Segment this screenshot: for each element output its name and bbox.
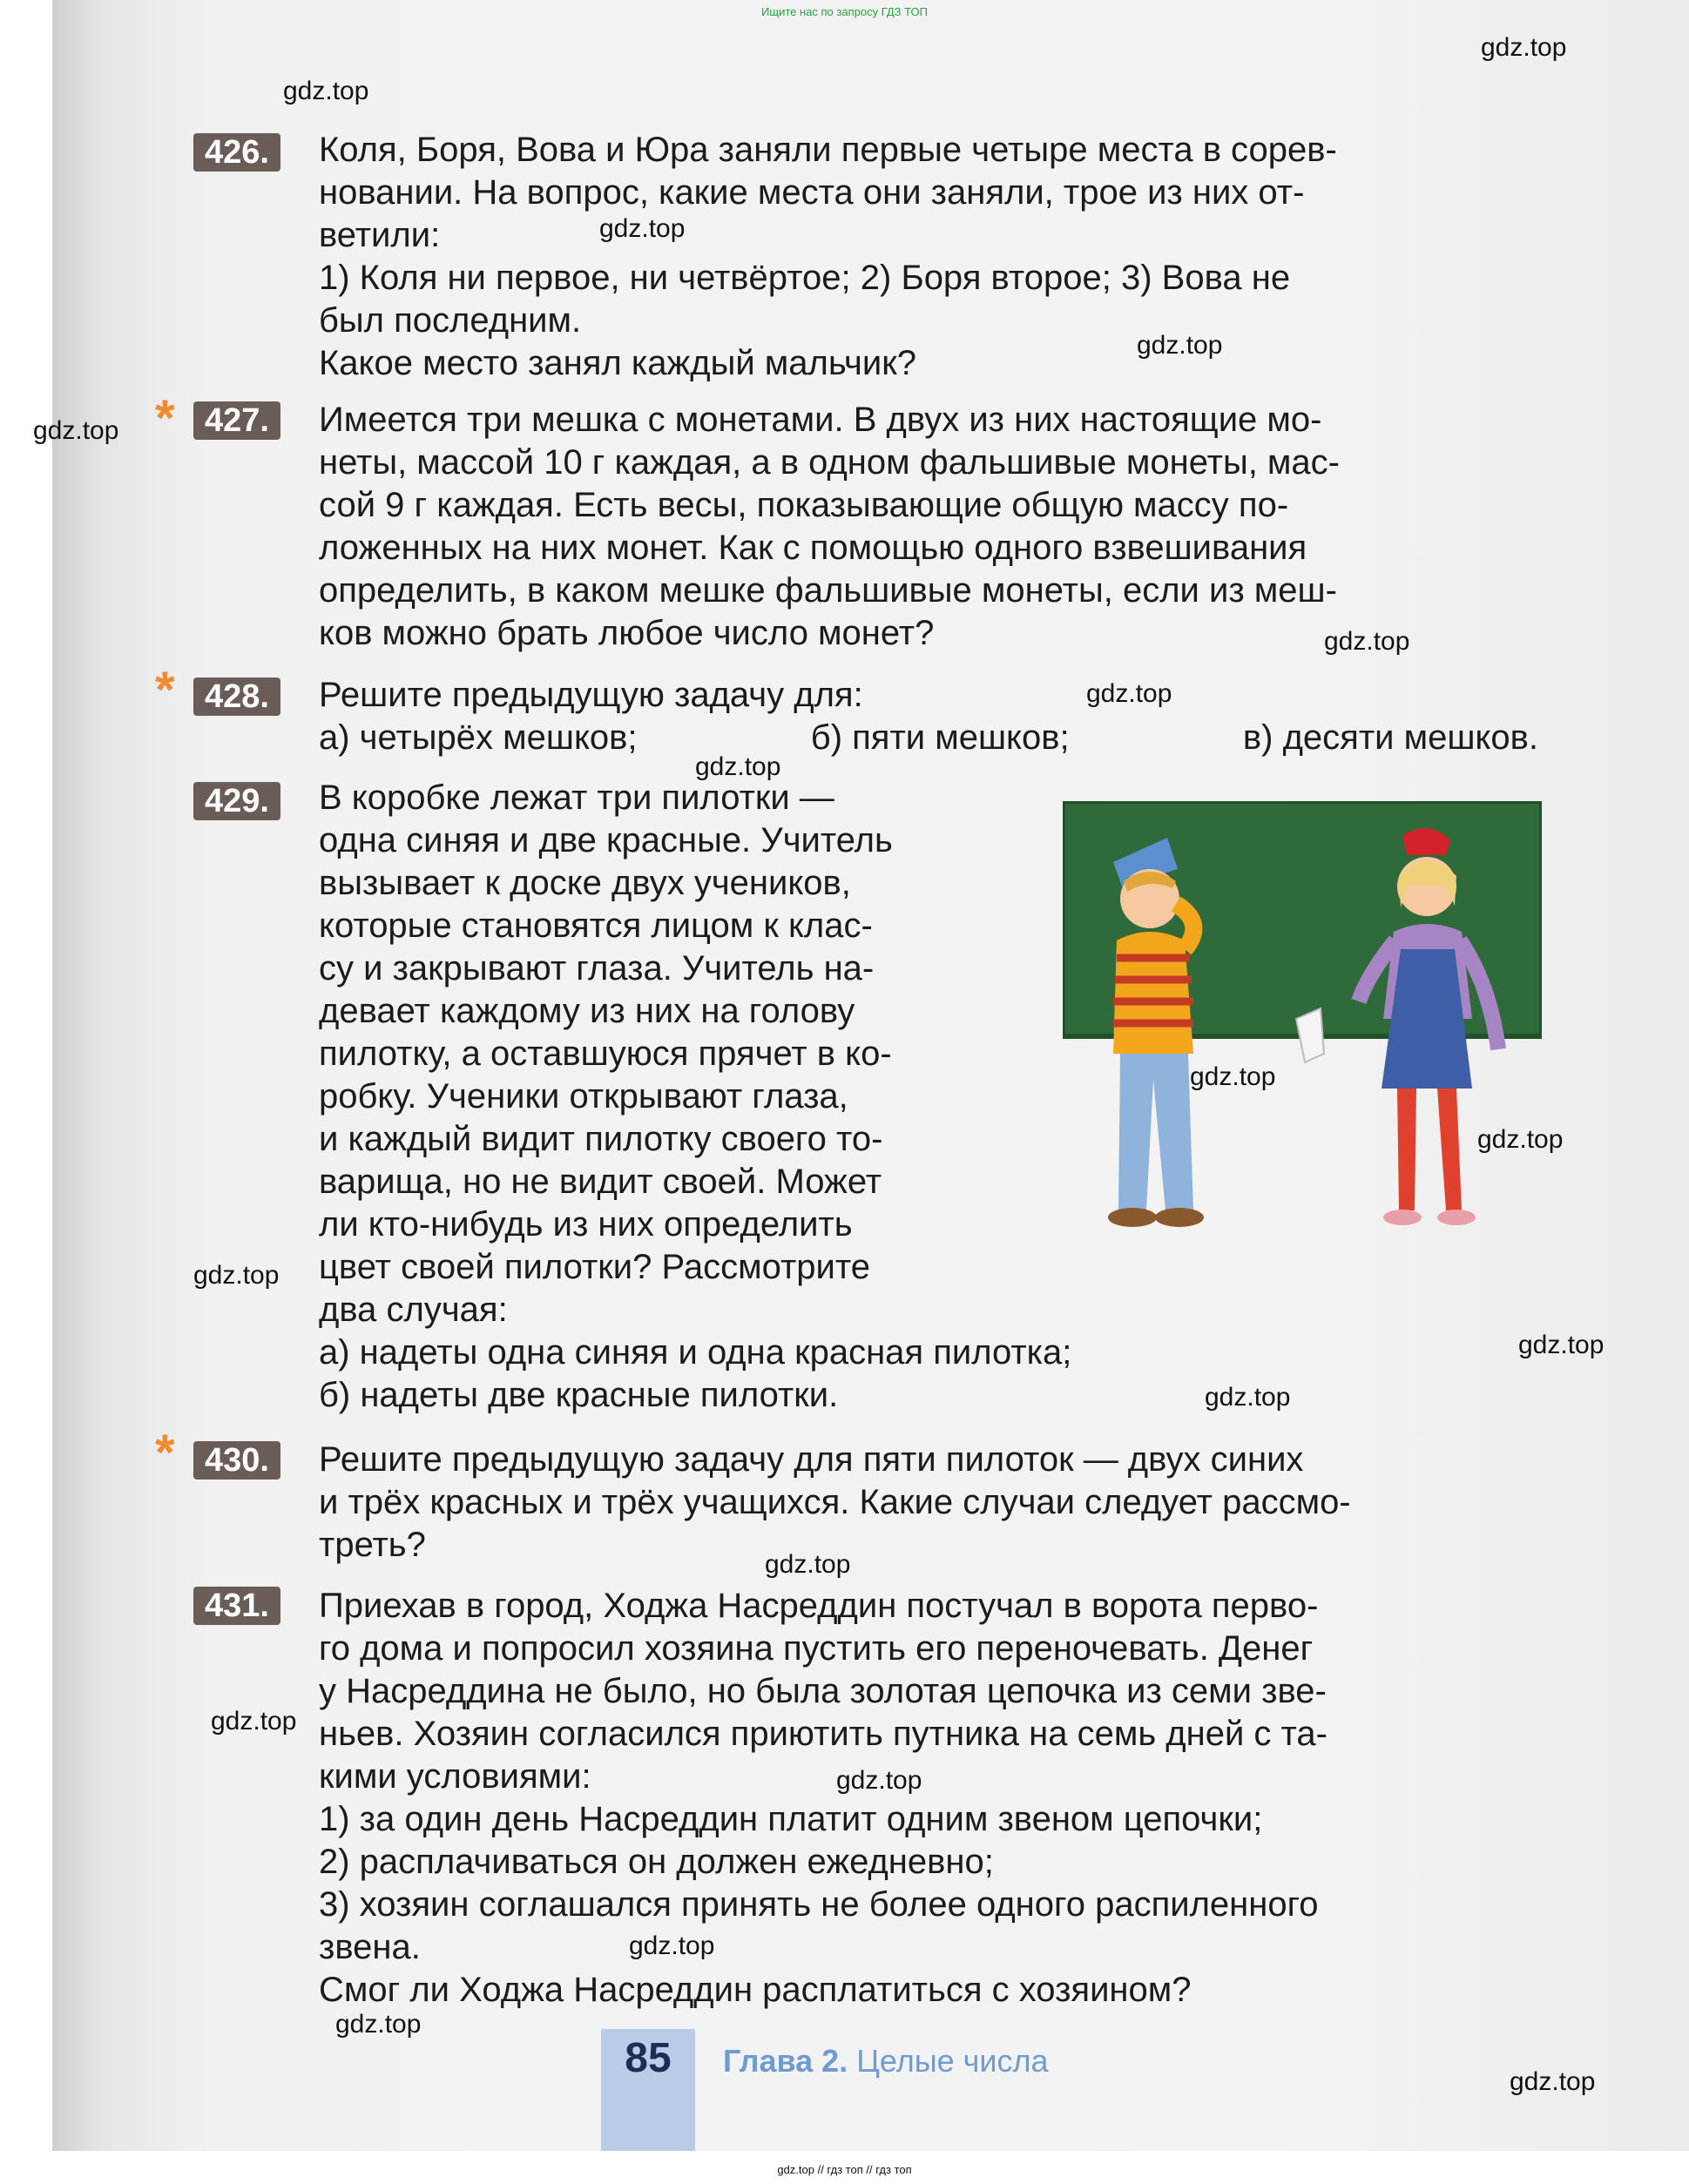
watermark: gdz.top: [335, 2010, 422, 2039]
task-number-badge: 431.: [193, 1587, 280, 1625]
task-line: 3) хозяин соглашался принять не более одного распиленного: [319, 1885, 1319, 1924]
task-line: Смог ли Ходжа Насреддин расплатиться с хозяином?: [319, 1971, 1192, 2009]
watermark: gdz.top: [836, 1766, 922, 1795]
star-icon: *: [155, 662, 175, 718]
chalk-cloth: [1296, 1008, 1324, 1062]
footer-note: gdz.top // гдз топ // гдз топ: [777, 2163, 912, 2176]
watermark: gdz.top: [695, 752, 781, 781]
task-line: цвет своей пилотки? Рассмотрите: [319, 1248, 870, 1286]
task-line: одна синяя и две красные. Учитель: [319, 821, 893, 859]
task-line: кими условиями:: [319, 1757, 591, 1796]
task-number-badge: 428.: [193, 677, 280, 716]
task-options: [319, 717, 1538, 759]
task-line: которые становятся лицом к клас-: [319, 907, 873, 945]
task-number-badge: 426.: [193, 133, 280, 172]
watermark: gdz.top: [1137, 331, 1223, 360]
task-line: был последним.: [319, 301, 582, 340]
watermark: gdz.top: [1190, 1062, 1276, 1091]
watermark: gdz.top: [629, 1931, 715, 1960]
task-line: 1) Коля ни первое, ни четвёртое; 2) Боря второе; 3) Вова не: [319, 259, 1291, 297]
task-line: робку. Ученики открывают глаза,: [319, 1077, 848, 1116]
task-line: определить, в каком мешке фальшивые монеты, если из меш-: [319, 571, 1337, 610]
task-line: а) надеты одна синяя и одна красная пилотка;: [319, 1333, 1072, 1372]
task-line: у Насреддина не было, но была золотая цепочка из семи зве-: [319, 1672, 1327, 1710]
task-line: Коля, Боря, Вова и Юра заняли первые четыре места в сорев-: [319, 131, 1337, 169]
star-icon: *: [155, 1425, 175, 1481]
watermark: gdz.top: [1481, 33, 1567, 62]
task-line: б) надеты две красные пилотки.: [319, 1376, 839, 1414]
watermark: gdz.top: [765, 1550, 851, 1579]
task-line: вызывает к доске двух учеников,: [319, 864, 851, 902]
chapter-title: [723, 2043, 1049, 2080]
task-426: [319, 129, 1538, 385]
task-line: ков можно брать любое число монет?: [319, 614, 935, 652]
task-number-badge: 429.: [193, 782, 280, 820]
chapter-label: Глава 2.: [723, 2043, 848, 2079]
task-428: [319, 674, 1538, 759]
task-line: новании. На вопрос, какие места они заняли, трое из них от-: [319, 173, 1305, 212]
task-line: 2) расплачиваться он должен ежедневно;: [319, 1843, 994, 1881]
star-icon: *: [155, 390, 175, 447]
task-line: ли кто-нибудь из них определить: [319, 1205, 853, 1244]
task-line: Какое место занял каждый мальчик?: [319, 344, 916, 382]
watermark: gdz.top: [1324, 627, 1410, 656]
classroom-illustration: [1063, 801, 1542, 1263]
task-line: девает каждому из них на голову: [319, 992, 855, 1030]
watermark: gdz.top: [193, 1261, 280, 1290]
task-line: ньев. Хозяин согласился приютить путника на семь дней с та-: [319, 1715, 1328, 1753]
task-line: варища, но не видит своей. Может: [319, 1163, 882, 1201]
task-line: ложенных на них монет. Как с помощью одного взвешивания: [319, 529, 1307, 567]
watermark: gdz.top: [1086, 679, 1172, 708]
task-line: и каждый видит пилотку своего то-: [319, 1120, 883, 1158]
chapter-name: Целые числа: [856, 2043, 1049, 2079]
top-note: Ищите нас по запросу ГДЗ ТОП: [761, 5, 928, 18]
watermark: gdz.top: [211, 1707, 297, 1736]
page-number: 85: [625, 2035, 672, 2081]
task-option: в) десяти мешков.: [1242, 718, 1538, 757]
task-line: звена.: [319, 1928, 421, 1966]
task-430: [319, 1439, 1538, 1567]
task-line: пилотку, а оставшуюся прячет в ко-: [319, 1035, 892, 1073]
watermark: gdz.top: [33, 416, 119, 445]
task-line: и трёх красных и трёх учащихся. Какие случаи следует рассмо-: [319, 1483, 1351, 1521]
task-line: 1) за один день Насреддин платит одним звеном цепочки;: [319, 1800, 1263, 1838]
watermark: gdz.top: [599, 214, 686, 243]
task-line: Имеется три мешка с монетами. В двух из них настоящие мо-: [319, 401, 1322, 439]
task-line: ветили:: [319, 216, 441, 254]
task-line: го дома и попросил хозяина пустить его переночевать. Денег: [319, 1629, 1314, 1668]
task-line: су и закрывают глаза. Учитель на-: [319, 949, 875, 988]
task-line: Решите предыдущую задачу для:: [319, 676, 863, 714]
watermark: gdz.top: [1477, 1125, 1564, 1154]
watermark: gdz.top: [1518, 1331, 1605, 1359]
task-line: неты, массой 10 г каждая, а в одном фальшивые монеты, мас-: [319, 443, 1340, 482]
watermark: gdz.top: [283, 77, 369, 105]
task-431: [319, 1585, 1538, 2012]
task-line: треть?: [319, 1526, 426, 1564]
task-line: два случая:: [319, 1291, 508, 1329]
task-line: Решите предыдущую задачу для пяти пилоток — двух синих: [319, 1440, 1304, 1479]
task-number-badge: 427.: [193, 401, 280, 440]
watermark: gdz.top: [1510, 2067, 1596, 2096]
task-number-badge: 430.: [193, 1441, 280, 1480]
task-option: б) пяти мешков;: [810, 718, 1070, 757]
task-line: В коробке лежат три пилотки —: [319, 779, 834, 817]
task-line: Приехав в город, Ходжа Насреддин постучал в ворота перво-: [319, 1587, 1319, 1625]
task-line: сой 9 г каждая. Есть весы, показывающие общую массу по-: [319, 486, 1289, 524]
task-option: а) четырёх мешков;: [319, 718, 638, 757]
watermark: gdz.top: [1205, 1383, 1291, 1412]
task-427: [319, 399, 1538, 655]
